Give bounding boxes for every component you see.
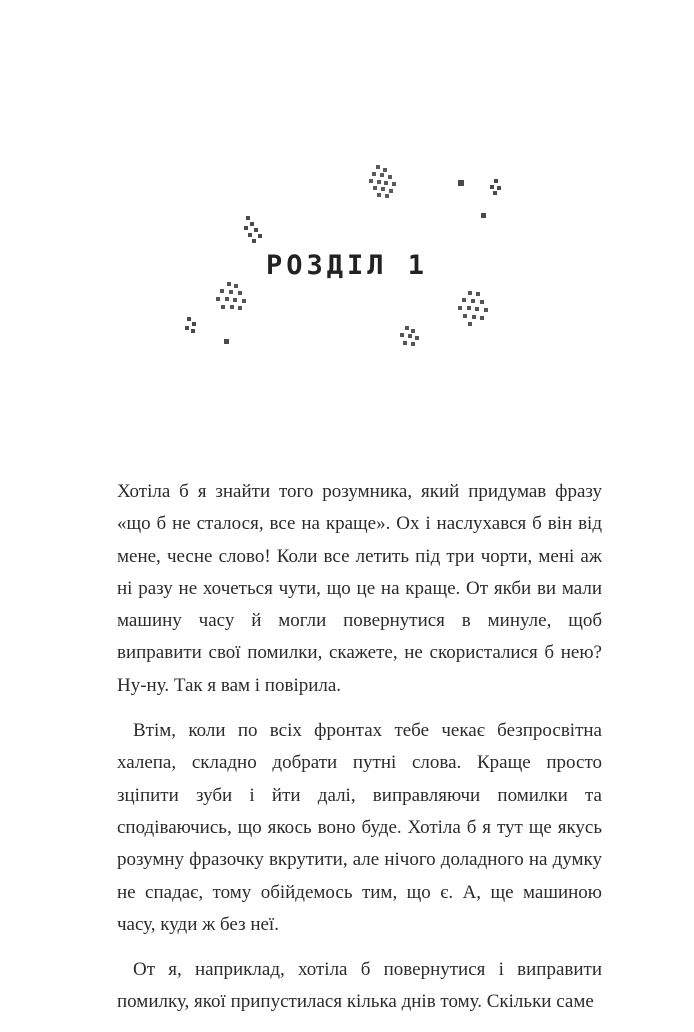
pixel-snowflake-icon bbox=[369, 165, 396, 198]
paragraph: Втім, коли по всіх фронтах тебе чекає безпросвітна халепа, складно добрати путні слова. Краще просто зціпити зуби і йти далі, виправляючи помилки та сподіваючись, що якось воно буде. Хотіла б я тут ще якусь розумну фразочку вкрутити, але нічого доладного на думку не спадає, тому обійдемось тим, що є. А, ще машиною часу, куди ж без неї. bbox=[117, 720, 602, 935]
pixel-snowflake-decoration bbox=[0, 0, 694, 420]
paragraph: Хотіла б я знайти того розумника, який придумав фразу «що б не сталося, все на краще». Ох і наслухався б він від мене, чесне слово! Коли все летить під три чорти, мені аж ні разу не хочеться чути, що це на краще. От якби ви мали машину часу й могли повернутися в минуле, щоб виправити свої помилки, скажете, не скористалися б нею? Ну-ну. Так я вам і повірила. bbox=[117, 481, 602, 696]
chapter-body bbox=[117, 476, 602, 1032]
pixel-snowflake-icon bbox=[244, 216, 262, 243]
pixel-snowflake-icon bbox=[216, 282, 246, 310]
pixel-snowflake-icon bbox=[400, 326, 419, 346]
pixel-snowflake-icon bbox=[458, 291, 488, 326]
pixel-snowflake-icon bbox=[185, 317, 229, 344]
chapter-title: РОЗДІЛ 1 bbox=[265, 250, 429, 281]
paragraph: От я, наприклад, хотіла б повернутися і виправити помилку, якої припустилася кілька днів тому. Скільки саме bbox=[117, 959, 602, 1013]
pixel-snowflake-icon bbox=[458, 179, 501, 218]
